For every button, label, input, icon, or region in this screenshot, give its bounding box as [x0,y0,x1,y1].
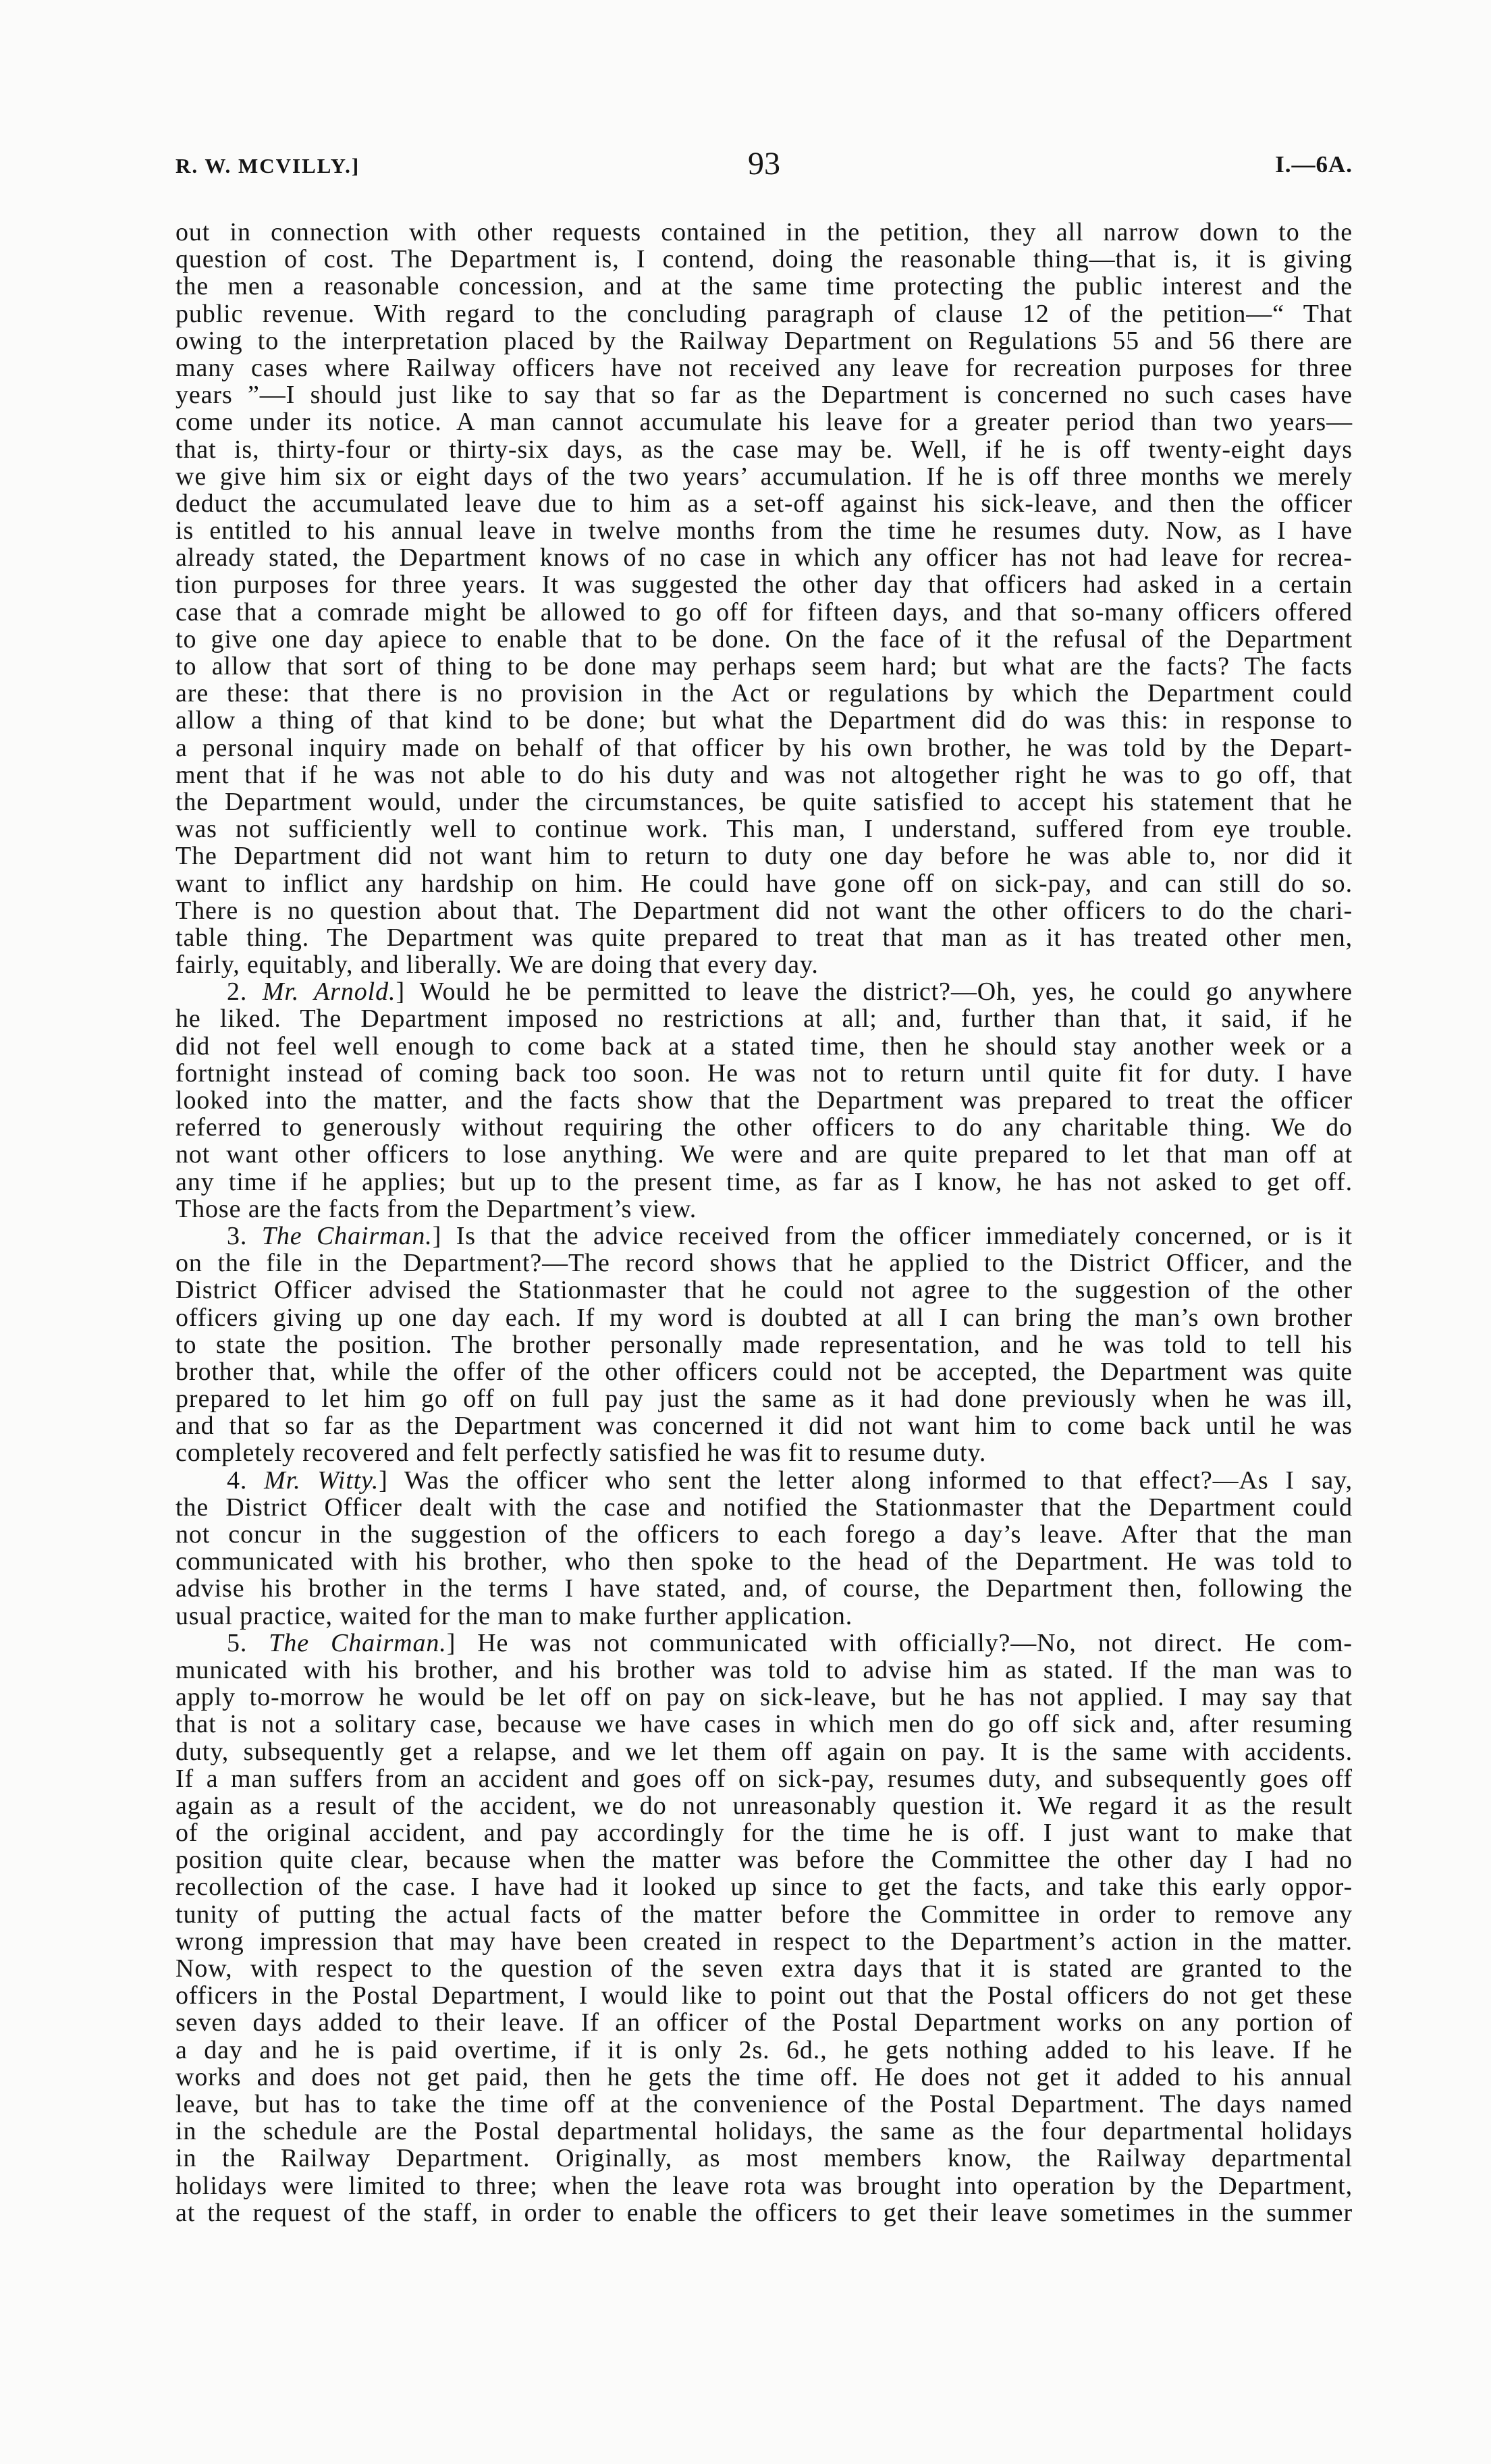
text-line: a personal inquiry made on behalf of that officer by his own brother, he was told by the Depart- [175,733,1353,762]
page-number: 93 [748,146,780,182]
text-line: not want other officers to lose anything. We were and are quite prepared to let that man off at [175,1140,1353,1169]
text-line: wrong impression that may have been created in respect to the Department’s action in the matter. [175,1927,1353,1956]
lead-text: ] Is that the advice received from the officer immediately concerned, or is it [432,1221,1353,1250]
text-line: we give him six or eight days of the two years’ accumulation. If he is off three months we merely [175,462,1353,491]
text-line: at the request of the staff, in order to enable the officers to get their leave sometimes in the summer [175,2198,1353,2227]
body-text [175,219,1353,2226]
text-line: to state the position. The brother personally made representation, and he was told to tell his [175,1330,1353,1359]
text-line: fairly, equitably, and liberally. We are doing that every day. [175,950,819,980]
text-line: brother that, while the offer of the other officers could not be accepted, the Department was quite [175,1357,1353,1386]
text-line: seven days added to their leave. If an officer of the Postal Department works on any portion of [175,2008,1353,2037]
question-number: 5. [227,1628,248,1657]
speaker-name: The Chairman. [261,1221,433,1250]
text-line: looked into the matter, and the facts show that the Department was prepared to treat the officer [175,1086,1353,1115]
page-header [175,144,1353,182]
text-line: allow a thing of that kind to be done; but what the Department did do was this: in response to [175,706,1353,735]
text-line: any time if he applies; but up to the present time, as far as I know, he has not asked to get off. [175,1167,1353,1196]
text-line: Those are the facts from the Department’s view. [175,1194,697,1223]
text-line: recollection of the case. I have had it looked up since to get the facts, and take this early oppor- [175,1873,1353,1902]
paragraph-lead-line [175,1630,1353,1657]
text-line: If a man suffers from an accident and goes off on sick-pay, resumes duty, and subsequently goes off [175,1764,1353,1793]
lead-text: ] Would he be permitted to leave the district?—Oh, yes, he could go anywhere [396,977,1353,1007]
text-line: officers giving up one day each. If my word is doubted at all I can bring the man’s own brother [175,1303,1353,1332]
lead-text: ] He was not communicated with officially?—No, not direct. He com- [446,1628,1353,1657]
text-line: that is not a solitary case, because we have cases in which men do go off sick and, after resuming [175,1710,1353,1739]
text-line: municated with his brother, and his brother was told to advise him as stated. If the man was to [175,1655,1353,1684]
text-line: want to inflict any hardship on him. He could have gone off on sick-pay, and can still do so. [175,869,1353,898]
text-line: owing to the interpretation placed by the Railway Department on Regulations 55 and 56 there are [175,326,1353,355]
text-line: in the Railway Department. Originally, as most members know, the Railway departmental [175,2144,1353,2173]
speaker-name: The Chairman. [269,1628,447,1657]
text-line: to give one day apiece to enable that to be done. On the face of it the refusal of the Department [175,624,1353,653]
text-line: was not sufficiently well to continue work. This man, I understand, suffered from eye trouble. [175,815,1353,844]
text-line: that is, thirty-four or thirty-six days, as the case may be. Well, if he is off twenty-eight days [175,435,1353,464]
text-line: advise his brother in the terms I have stated, and, of course, the Department then, following the [175,1574,1353,1603]
text-line: position quite clear, because when the matter was before the Committee the other day I had no [175,1846,1353,1875]
text-line: tion purposes for three years. It was suggested the other day that officers had asked in a certain [175,570,1353,599]
text-line: the men a reasonable concession, and at the same time protecting the public interest and the [175,272,1353,301]
paragraph-lead-line [175,1467,1353,1494]
question-number: 4. [227,1466,248,1495]
text-line: is entitled to his annual leave in twelve months from the time he resumes duty. Now, as I have [175,516,1353,545]
text-line: not concur in the suggestion of the officers to each forego a day’s leave. After that the man [175,1520,1353,1549]
text-line: did not feel well enough to come back at a stated time, then he should stay another week or a [175,1032,1353,1061]
text-line: leave, but has to take the time off at the convenience of the Postal Department. The days named [175,2089,1353,2118]
text-line: case that a comrade might be allowed to go off for fifteen days, and that so-many officers offered [175,597,1353,626]
text-line: tunity of putting the actual facts of the matter before the Committee in order to remove any [175,1900,1353,1929]
text-line: question of cost. The Department is, I contend, doing the reasonable thing—that is, it is giving [175,245,1353,274]
paragraph [175,1467,1353,1630]
text-line: table thing. The Department was quite prepared to treat that man as it has treated other men, [175,923,1353,952]
text-line: again as a result of the accident, we do not unreasonably question it. We regard it as the result [175,1791,1353,1820]
text-line: already stated, the Department knows of no case in which any officer has not had leave for recrea- [175,543,1353,572]
text-line: come under its notice. A man cannot accumulate his leave for a greater period than two years— [175,408,1353,437]
paragraph-lead-line [175,978,1353,1005]
text-line: a day and he is paid overtime, if it is only 2s. 6d., he gets nothing added to his leave. If he [175,2035,1353,2064]
text-line: of the original accident, and pay accordingly for the time he is off. I just want to make that [175,1819,1353,1848]
text-line: on the file in the Department?—The record shows that he applied to the District Officer, and the [175,1249,1353,1278]
text-line: District Officer advised the Stationmaster that he could not agree to the suggestion of the other [175,1276,1353,1305]
text-line: communicated with his brother, who then spoke to the head of the Department. He was told to [175,1547,1353,1576]
text-line: public revenue. With regard to the concluding paragraph of clause 12 of the petition—“ That [175,299,1353,328]
text-line: Now, with respect to the question of the seven extra days that it is stated are granted to the [175,1954,1353,1983]
paper-reference: I.—6A. [1275,151,1353,178]
text-line: referred to generously without requiring the other officers to do any charitable thing. We do [175,1113,1353,1142]
running-head: R. W. MCVILLY.] [175,154,360,178]
text-line: The Department did not want him to return to duty one day before he was able to, nor did it [175,842,1353,871]
text-line: and that so far as the Department was concerned it did not want him to come back until he was [175,1412,1353,1441]
text-line: works and does not get paid, then he gets the time off. He does not get it added to his annual [175,2062,1353,2091]
text-line: completely recovered and felt perfectly satisfied he was fit to resume duty. [175,1439,987,1468]
text-line: usual practice, waited for the man to make further application. [175,1601,853,1630]
question-number: 2. [227,977,248,1007]
text-line: out in connection with other requests contained in the petition, they all narrow down to the [175,218,1353,246]
text-line: many cases where Railway officers have not received any leave for recreation purposes for three [175,353,1353,382]
text-line: fortnight instead of coming back too soon. He was not to return until quite fit for duty. I have [175,1059,1353,1088]
paragraph [175,1630,1353,2226]
text-line: the Department would, under the circumstances, be quite satisfied to accept his statement that he [175,787,1353,816]
text-line: holidays were limited to three; when the leave rota was brought into operation by the Department, [175,2171,1353,2200]
text-line: to allow that sort of thing to be done may perhaps seem hard; but what are the facts? The facts [175,652,1353,680]
text-line: years ”—I should just like to say that so far as the Department is concerned no such cases have [175,381,1353,410]
paragraph-lead-line [175,1223,1353,1250]
text-line: the District Officer dealt with the case and notified the Stationmaster that the Department could [175,1493,1353,1522]
paragraph [175,1223,1353,1467]
text-line: duty, subsequently get a relapse, and we let them off again on pay. It is the same with accidents. [175,1737,1353,1766]
paragraph [175,978,1353,1223]
text-line: prepared to let him go off on full pay just the same as it had done previously when he was ill, [175,1385,1353,1414]
question-number: 3. [227,1221,248,1250]
speaker-name: Mr. Arnold. [262,977,396,1007]
text-line: ment that if he was not able to do his duty and was not altogether right he was to go off, that [175,760,1353,789]
speaker-name: Mr. Witty. [264,1466,379,1495]
text-line: are these: that there is no provision in the Act or regulations by which the Department could [175,679,1353,708]
text-line: in the schedule are the Postal departmental holidays, the same as the four departmental holidays [175,2117,1353,2146]
text-line: apply to-morrow he would be let off on pay on sick-leave, but he has not applied. I may say that [175,1683,1353,1712]
text-line: There is no question about that. The Department did not want the other officers to do the chari- [175,896,1353,925]
text-line: he liked. The Department imposed no restrictions at all; and, further than that, it said, if he [175,1005,1353,1034]
paragraph [175,219,1353,978]
text-line: deduct the accumulated leave due to him as a set-off against his sick-leave, and then the officer [175,489,1353,518]
text-line: officers in the Postal Department, I would like to point out that the Postal officers do not get these [175,1981,1353,2010]
lead-text: ] Was the officer who sent the letter along informed to that effect?—As I say, [379,1466,1353,1495]
